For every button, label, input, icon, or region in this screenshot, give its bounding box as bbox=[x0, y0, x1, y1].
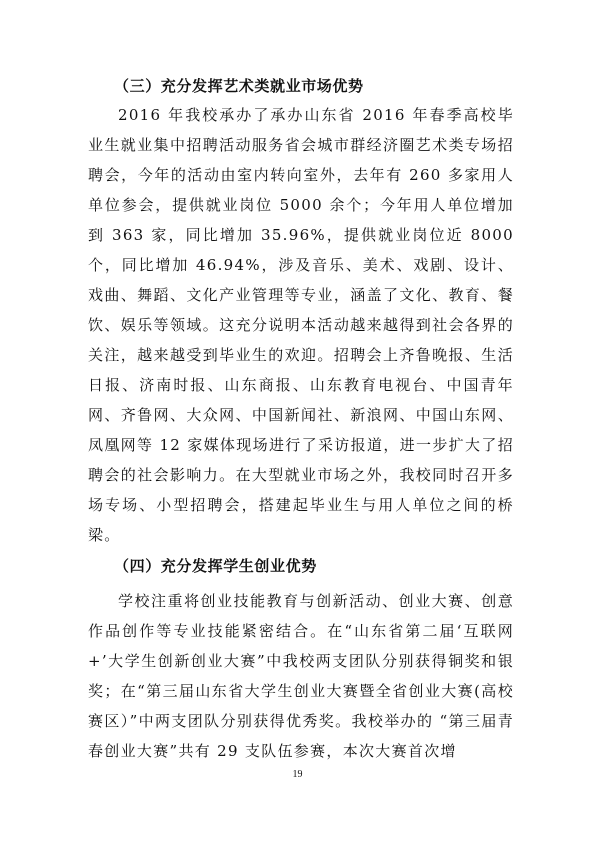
paragraph-student-entrepreneurship: 学校注重将创业技能教育与创新活动、创业大赛、创意作品创作等专业技能紧密结合。在“山东省第二届‘互联网+’大学生创新创业大赛”中我校两支团队分别获得铜奖和银奖；在“第三届山东省大学生创业大赛暨全省创业大赛(高校赛区）”中两支团队分别获得优秀奖。我校举办的 “第三届青春创业大赛”共有 29 支队伍参赛，本次大赛首次增 bbox=[88, 592, 514, 760]
section-heading-student-entrepreneurship: （四）充分发挥学生创业优势 bbox=[114, 557, 317, 575]
page-number: 19 bbox=[292, 769, 303, 780]
page-body bbox=[88, 76, 514, 766]
paragraph-art-employment-market: 2016 年我校承办了承办山东省 2016 年春季高校毕业生就业集中招聘活动服务省会城市群经济圈艺术类专场招聘会，今年的活动由室内转向室外，去年有 260 多家用人单位参会，提供就业岗位 5000 余个；今年用人单位增加到 363 家，同比增加 35.96%，提供就业岗位近 8000 个，同比增加 46.94%，涉及音乐、美术、戏剧、设计、戏曲、舞蹈、文化产业管理等专业，涵盖了文化、教育、餐饮、娱乐等领域。这充分说明本活动越来越得到社会各界的关注，越来越受到毕业生的欢迎。招聘会上齐鲁晚报、生活日报、济南时报、山东商报、山东教育电视台、中国青年网、齐鲁网、大众网、中国新闻社、新浪网、中国山东网、凤凰网等 12 家媒体现场进行了采访报道，进一步扩大了招聘会的社会影响力。在大型就业市场之外，我校同时召开多场专场、小型招聘会，搭建起毕业生与用人单位之间的桥梁。 bbox=[88, 106, 514, 544]
section-heading-art-employment-market: （三）充分发挥艺术类就业市场优势 bbox=[114, 77, 364, 95]
